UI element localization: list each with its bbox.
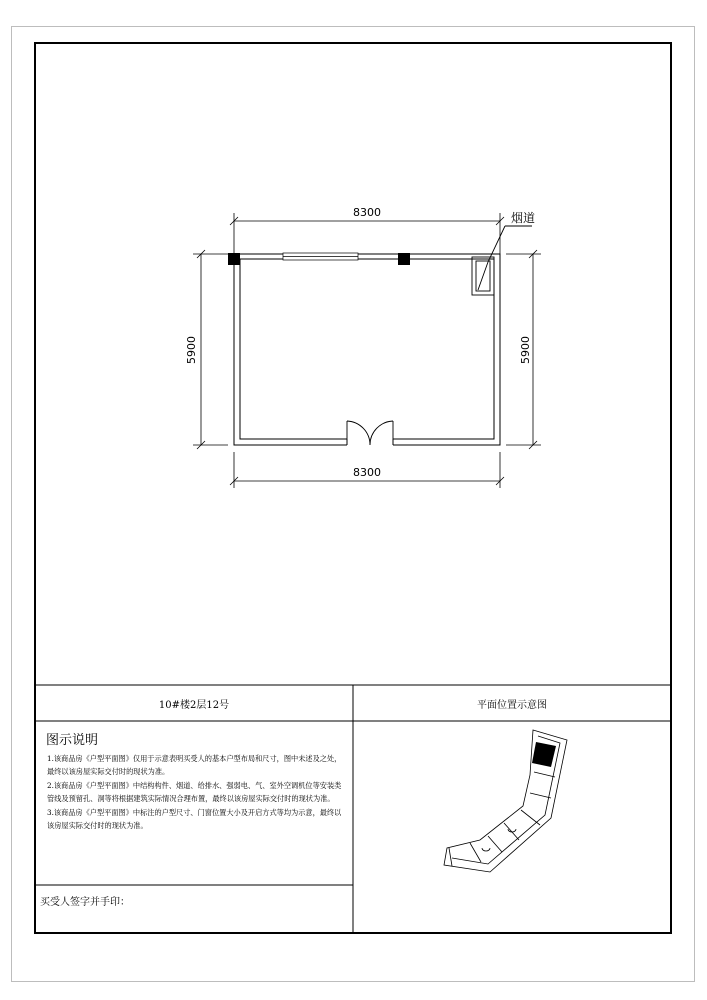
legend-note-2: 2.该商品房《户型平面图》中结构构件、烟道、给排水、强弱电、气、室外空调机位等安装类管线及预留孔、洞等将根据建筑实际情况合理布置，最终以该房屋实际交付时的现状为准。	[47, 780, 342, 804]
wall-outline	[234, 254, 500, 445]
legend-note-1: 1.该商品房《户型平面图》仅用于示意表明买受人的基本户型布局和尺寸，图中未述及之处，最终以该房屋实际交付时的现状为准。	[47, 754, 342, 777]
flue-shaft	[472, 226, 532, 295]
legend-heading: 图示说明	[46, 733, 99, 748]
dimension-top	[230, 213, 504, 256]
column-middle	[398, 253, 410, 265]
dimension-left	[193, 250, 228, 449]
column-left	[228, 253, 240, 265]
flue-label: 烟道	[511, 211, 536, 225]
dimension-top-label: 8300	[353, 206, 381, 219]
entrance-double-door	[347, 421, 393, 445]
signature-label: 买受人签字并手印：	[40, 897, 130, 908]
window-top	[283, 253, 358, 260]
legend-note-3: 3.该商品房《户型平面图》中标注的户型尺寸、门窗位置大小及开启方式等均为示意，最终以该房屋实际交付时的现状为准。	[47, 807, 342, 831]
unit-label: 10#楼2层12号	[158, 699, 230, 711]
dimension-left-label: 5900	[185, 336, 198, 364]
dimension-bottom-label: 8300	[353, 466, 381, 479]
legend-notes	[47, 752, 347, 832]
dimension-right-label: 5900	[519, 336, 532, 364]
location-map-title: 平面位置示意图	[477, 699, 547, 711]
